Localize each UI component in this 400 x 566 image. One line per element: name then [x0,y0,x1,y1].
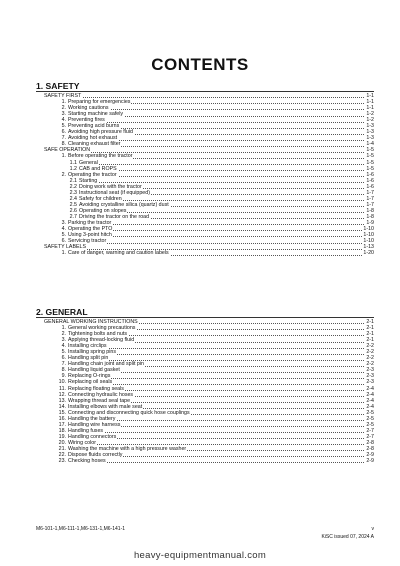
toc-entry-number: 11. [59,385,66,392]
toc-entry-number: 1.1 [69,159,77,166]
toc-entry-label: Handling wire harness [68,421,121,428]
toc-entry-page: 2-2 [366,343,374,350]
toc-entry-page: 1-1 [366,93,374,99]
toc-entry-number: 6. [61,238,66,245]
toc-entry-number: 23. [58,458,66,465]
toc-entry-number: 13. [58,397,66,404]
toc-entry-label: Checking hoses [68,458,106,465]
toc-entry-number: 22. [58,452,66,459]
toc-entry-page: 1-5 [366,147,374,154]
toc-entry-page: 2-8 [366,445,374,452]
toc-entry-label: Preparing for emergencies [68,99,131,106]
toc-entry-label: Replacing O-rings [68,373,111,380]
toc-entry-number: 21. [58,445,66,452]
toc-entries [36,319,374,464]
toc-entry-number: 12. [58,391,66,398]
toc-entry-page: 1-2 [366,111,374,118]
toc-entry-number: 2.6 [69,207,77,214]
toc-entry-page: 1-4 [366,141,374,148]
toc-entry-page: 1-5 [366,153,374,160]
toc-entry-number: 2.2 [69,183,77,190]
toc-entry[interactable] [36,458,374,464]
toc-entry-number: 3. [61,219,66,226]
toc-entry-page: 1-5 [366,159,374,166]
toc-entry-page: 1-10 [363,226,374,233]
toc-entry-number: 3. [61,111,66,118]
toc-entry-number: 2.7 [69,213,77,220]
toc-entry-label: Servicing tractor [68,238,107,245]
toc-entry-page: 2-7 [366,433,374,440]
toc-entry-label: Parking the tractor [68,219,112,226]
watermark: heavy-equipmentmanual.com [133,550,267,561]
toc-entry-number: 18. [58,427,66,434]
footer-page-number: v [371,526,374,532]
toc-entry-page: 2-5 [366,415,374,422]
toc-entry-number: 20. [58,439,66,446]
toc-entry-number: 16. [58,415,66,422]
toc-entry-page: 1-3 [366,135,374,142]
toc-entry-number: 19. [58,433,66,440]
footer-models: M6-101-1,M6-111-1,M6-131-1,M6-141-1 [36,526,126,532]
toc-entry-number: 1. [61,250,66,257]
toc-entry-label: Care of danger, warning and caution labels [68,250,169,257]
toc-entry-page: 1-20 [363,250,374,257]
toc-entry-label: Wrapping thread seal tape [68,397,131,404]
page-title: CONTENTS [151,55,249,74]
toc-entry-label: Applying thread-locking fluid [68,337,135,344]
toc-entry-page: 2-1 [366,337,374,344]
toc-entry-page: 2-3 [366,373,374,380]
toc-entries [36,93,374,256]
toc-entry-page: 1-3 [366,129,374,136]
toc-entry-label: Driving the tractor on the road [79,213,150,220]
toc-entry-number: 2.1 [69,177,77,184]
toc-entry-label: Avoiding crystalline silica (quartz) dust [79,201,169,208]
toc-entry-label: Operating on slopes [79,207,127,214]
toc-entry-label: SAFE OPERATION [44,147,91,154]
toc-section-general [36,307,374,464]
toc-entry-label: Working cautions [68,105,109,112]
toc-entry-number: 5. [61,349,66,356]
toc-entry-number: 8. [61,141,66,148]
toc-entry-label: Operating the tractor [68,171,117,178]
toc-entry-page: 2-2 [366,355,374,362]
toc-entry-label: Avoiding high pressure fluid [68,129,133,136]
toc-entry-number: 5. [61,123,66,130]
toc-entry-label: Connecting hydraulic hoses [68,391,134,398]
toc-entry-page: 2-4 [366,391,374,398]
toc-entry-number: 4. [61,226,66,233]
toc-entry-page: 2-2 [366,361,374,368]
toc-entry-label: Safety for children [79,195,122,202]
toc-entry-label: Preventing fires [68,117,105,124]
toc-entry-label: Replacing oil seals [68,379,113,386]
toc-entry-number: 3. [61,337,66,344]
toc-entry-label: Instructional seat (if equipped) [79,189,150,196]
toc-entry-page: 2-4 [366,385,374,392]
toc-entry-page: 2-7 [366,427,374,434]
toc-entry-label: Before operating the tractor [68,153,133,160]
toc-entry-page: 2-5 [366,421,374,428]
toc-entry-number: 6. [61,355,66,362]
toc-entry-page: 2-9 [366,458,374,465]
toc-entry-label: Wiring color [68,439,96,446]
toc-entry-number: 2. [61,331,66,338]
toc-entry-number: 1.2 [69,165,77,172]
toc-entry-page: 1-8 [366,213,374,220]
toc-entry-label: Replacing floating seals [68,385,124,392]
toc-entry-page: 2-1 [366,325,374,332]
section-heading: 2. GENERAL [36,307,88,317]
toc-entry-label: Starting machine safely [68,111,124,118]
toc-entry-label: Operating the PTO [68,226,113,233]
toc-entry-number: 7. [61,361,66,368]
toc-entry-label: Handling chain joint and split pin [68,361,144,368]
toc-entry-number: 2.3 [69,189,77,196]
toc-entry-page: 2-4 [366,397,374,404]
toc-entry-label: SAFETY LABELS [44,244,87,251]
toc-entry-page: 1-7 [366,201,374,208]
toc-entry-number: 2.4 [69,195,77,202]
toc-section-safety [36,81,374,256]
toc-entry-label: Connecting and disconnecting quick hose couplings [68,409,190,416]
toc-entry-label: CAB and ROPS [79,165,117,172]
toc-entry-page: 1-2 [366,117,374,124]
section-heading: 1. SAFETY [36,81,80,91]
toc-entry-label: Doing work with the tractor [79,183,142,190]
toc-entry-page: 1-7 [366,189,374,196]
toc-entry-label: Handling split pin [68,355,109,362]
toc-entry-label: GENERAL WORKING INSTRUCTIONS [44,319,138,325]
toc-entry-number: 8. [61,367,66,374]
toc-entry-number: 4. [61,117,66,124]
toc-entry-number: 15. [58,409,66,416]
toc-entry-label: Tightening bolts and nuts [68,331,127,338]
toc-entry-page: 1-10 [363,232,374,239]
toc-entry-number: 14. [58,403,66,410]
toc-entry-page: 1-10 [363,238,374,245]
toc-entry-label: Installing spring pins [68,349,116,356]
toc-entry-number: 4. [61,343,66,350]
toc-entry-page: 1-6 [366,177,374,184]
toc-entry[interactable] [36,250,374,256]
toc-entry-page: 1-6 [366,183,374,190]
toc-entry-page: 2-5 [366,409,374,416]
toc-entry-page: 2-1 [366,319,374,325]
section-divider [36,317,374,318]
toc-entry-label: Handling the battery [68,415,116,422]
toc-entry-page: 1-1 [366,99,374,106]
toc-entry-number: 1. [61,99,66,106]
toc-entry-number: 2. [61,105,66,112]
toc-entry-number: 9. [61,373,66,380]
toc-entry-label: Handling fuses [68,427,104,434]
toc-entry-page: 1-8 [366,207,374,214]
toc-entry-page: 1-9 [366,219,374,226]
footer-issue: KiSC issued 07, 2024 A [321,534,374,540]
toc-entry-page: 2-8 [366,439,374,446]
toc-entry-label: Dispose fluids correctly [68,452,123,459]
toc-entry-label: Preventing acid burns [68,123,120,130]
toc-entry-page: 2-2 [366,349,374,356]
toc-entry-label: Starting [79,177,98,184]
toc-entry-label: General [79,159,98,166]
toc-entry-number: 2. [61,171,66,178]
toc-entry-label: Cleaning exhaust filter [68,141,121,148]
toc-entry-number: 2.5 [69,201,77,208]
toc-entry-label: Using 3-point hitch [68,232,112,239]
section-divider [36,91,374,92]
toc-entry-page: 1-6 [366,171,374,178]
toc-entry-number: 10. [58,379,66,386]
toc-entry-page: 1-5 [366,165,374,172]
toc-entry-page: 1-3 [366,123,374,130]
toc-entry-page: 2-4 [366,403,374,410]
toc-entry-number: 5. [61,232,66,239]
toc-entry-page: 2-1 [366,331,374,338]
toc-entry-label: Installing elbows with male seat [68,403,143,410]
toc-entry-label: Handling liquid gasket [68,367,120,374]
toc-entry-label: General working precautions [68,325,136,332]
toc-entry-page: 1-13 [363,244,374,251]
toc-entry-page: 1-1 [366,105,374,112]
toc-entry-number: 6. [61,129,66,136]
toc-entry-page: 2-9 [366,452,374,459]
toc-entry-number: 7. [61,135,66,142]
toc-entry-number: 1. [61,153,66,160]
toc-entry-page: 2-3 [366,367,374,374]
toc-entry-page: 2-3 [366,379,374,386]
toc-entry-label: SAFETY FIRST [44,93,82,99]
toc-entry-number: 1. [61,325,66,332]
toc-entry-label: Handling connectors [68,433,117,440]
toc-entry-label: Avoiding hot exhaust [68,135,118,142]
toc-entry-label: Installing circlips [68,343,107,350]
toc-entry-number: 17. [58,421,66,428]
toc-entry-label: Washing the machine with a high pressure washer [68,445,187,452]
toc-entry-page: 1-7 [366,195,374,202]
